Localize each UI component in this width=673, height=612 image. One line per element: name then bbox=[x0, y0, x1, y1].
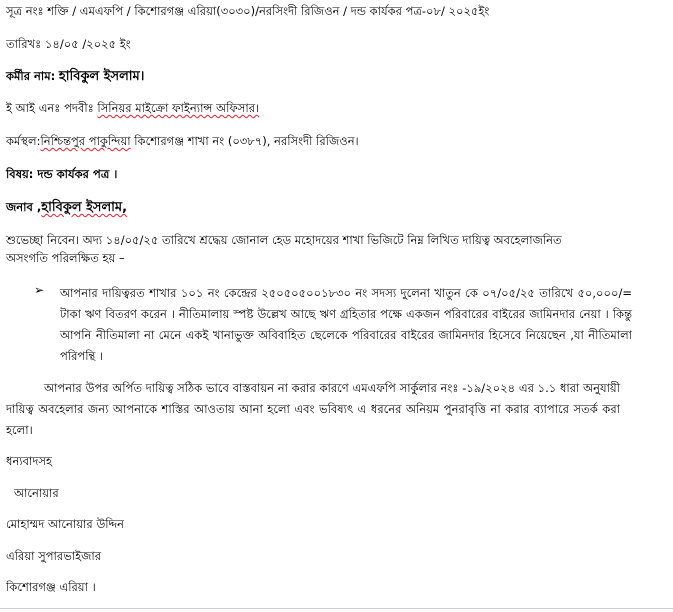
salutation-line bbox=[6, 199, 127, 216]
employee-name-label: কর্মীর নাম: bbox=[6, 69, 56, 83]
workplace-label: কর্মস্থল: bbox=[6, 134, 41, 148]
designation-line bbox=[6, 100, 259, 116]
reference-line: সূত্র নংঃ শক্তি / এমএফপি / কিশোরগঞ্জ এরিয়া(৩০৩০)/নরসিংদী রিজিওন / দন্ড কার্যকর পত্র-০৮/ ২০২৫ইং bbox=[6, 4, 490, 18]
page-bottom-divider bbox=[0, 608, 673, 609]
signer-name: মোহাম্মদ আনোয়ার উদ্দিন bbox=[6, 517, 124, 531]
designation-value: সিনিয়র মাইক্রো ফাইন্যান্স অফিসার। bbox=[97, 101, 260, 115]
id-designation-label: ই আই এনঃ পদবীঃ bbox=[6, 101, 94, 115]
signer-title: এরিয়া সুপারভাইজার bbox=[6, 549, 102, 563]
body-paragraph-text: আপনার উপর অর্পিত দায়িত্ব সঠিক ভাবে বাস্তবায়ন না করার কারণে এমএফপি সার্কুলার নংঃ -১৯/২০২৪ এর ১.১ ধারা অনুযায়ী দায়িত্ব অবহেলার জন্য আপনাকে শাস্তির আওতায় আনা হলো এবং ভবিষ্যৎ এ ধরনের অনিয়ম পুনরাবৃত্তি না করার ব্যাপারে সতর্ক করা হলো। bbox=[6, 381, 620, 437]
workplace-rest: কিশোরগঞ্জ শাখা নং (০৩৮৭), নরসিংদী রিজিওন। bbox=[130, 134, 359, 148]
date-line: তারিখঃ ১৪/০৫ /২০২৫ ইং bbox=[6, 37, 131, 51]
closing-thanks: ধন্যবাদসহ bbox=[6, 454, 53, 468]
salutation-prefix: জনাব , bbox=[6, 200, 42, 214]
employee-name-line bbox=[6, 68, 144, 85]
subject-line: বিষয়: দন্ড কার্যকর পত্র । bbox=[6, 167, 118, 181]
workplace-place: নিশ্চিন্তপুর পাকুন্দিয়া bbox=[40, 134, 131, 148]
intro-line-2: অসংগতি পরিলক্ষিত হয় – bbox=[6, 251, 125, 265]
salutation-name: হাবিকুল ইসলাম, bbox=[41, 200, 128, 215]
intro-line-1: শুভেচ্ছা নিবেন। অদ্য ১৪/০৫/২৫ তারিখে শ্রদ্ধেয় জোনাল হেড মহোদয়ের শাখা ভিজিটে নিম্ন লিখিত দায়িত্ব অবহেলাজনিত bbox=[6, 233, 562, 247]
body-paragraph bbox=[6, 378, 620, 441]
workplace-line bbox=[6, 133, 359, 149]
arrow-bullet-icon: ➢ bbox=[34, 283, 45, 297]
signer-office: কিশোরগঞ্জ এরিয়া । bbox=[6, 580, 96, 594]
issue-text: আপনার দায়িত্বরত শাখার ১০১ নং কেন্দ্রের ২৫০৫০৫০০১৮৩০ নং সদস্য দুলেনা খাতুন কে ০৭/০৫/২৫ তারিখে ৫০,০০০/= টাকা ঋণ বিতরণ করেন । নীতিমালায় স্পষ্ট উল্লেখ আছে ঋণ গ্রহিতার পক্ষে একজন পরিবারের বাইরের জামিনদার নেয়া । কিন্তু আপনি নীতিমালা না মেনে একই খানাভুক্ত অবিবাহিত ছেলেকে পরিবারের বাইরের জামিনদার হিসেবে নিয়েছেন ,যা নীতিমালা পরিপন্থি । bbox=[60, 286, 632, 363]
employee-name: হাবিকুল ইসলাম। bbox=[58, 69, 145, 84]
signature-text: আনোয়ার bbox=[14, 486, 59, 500]
